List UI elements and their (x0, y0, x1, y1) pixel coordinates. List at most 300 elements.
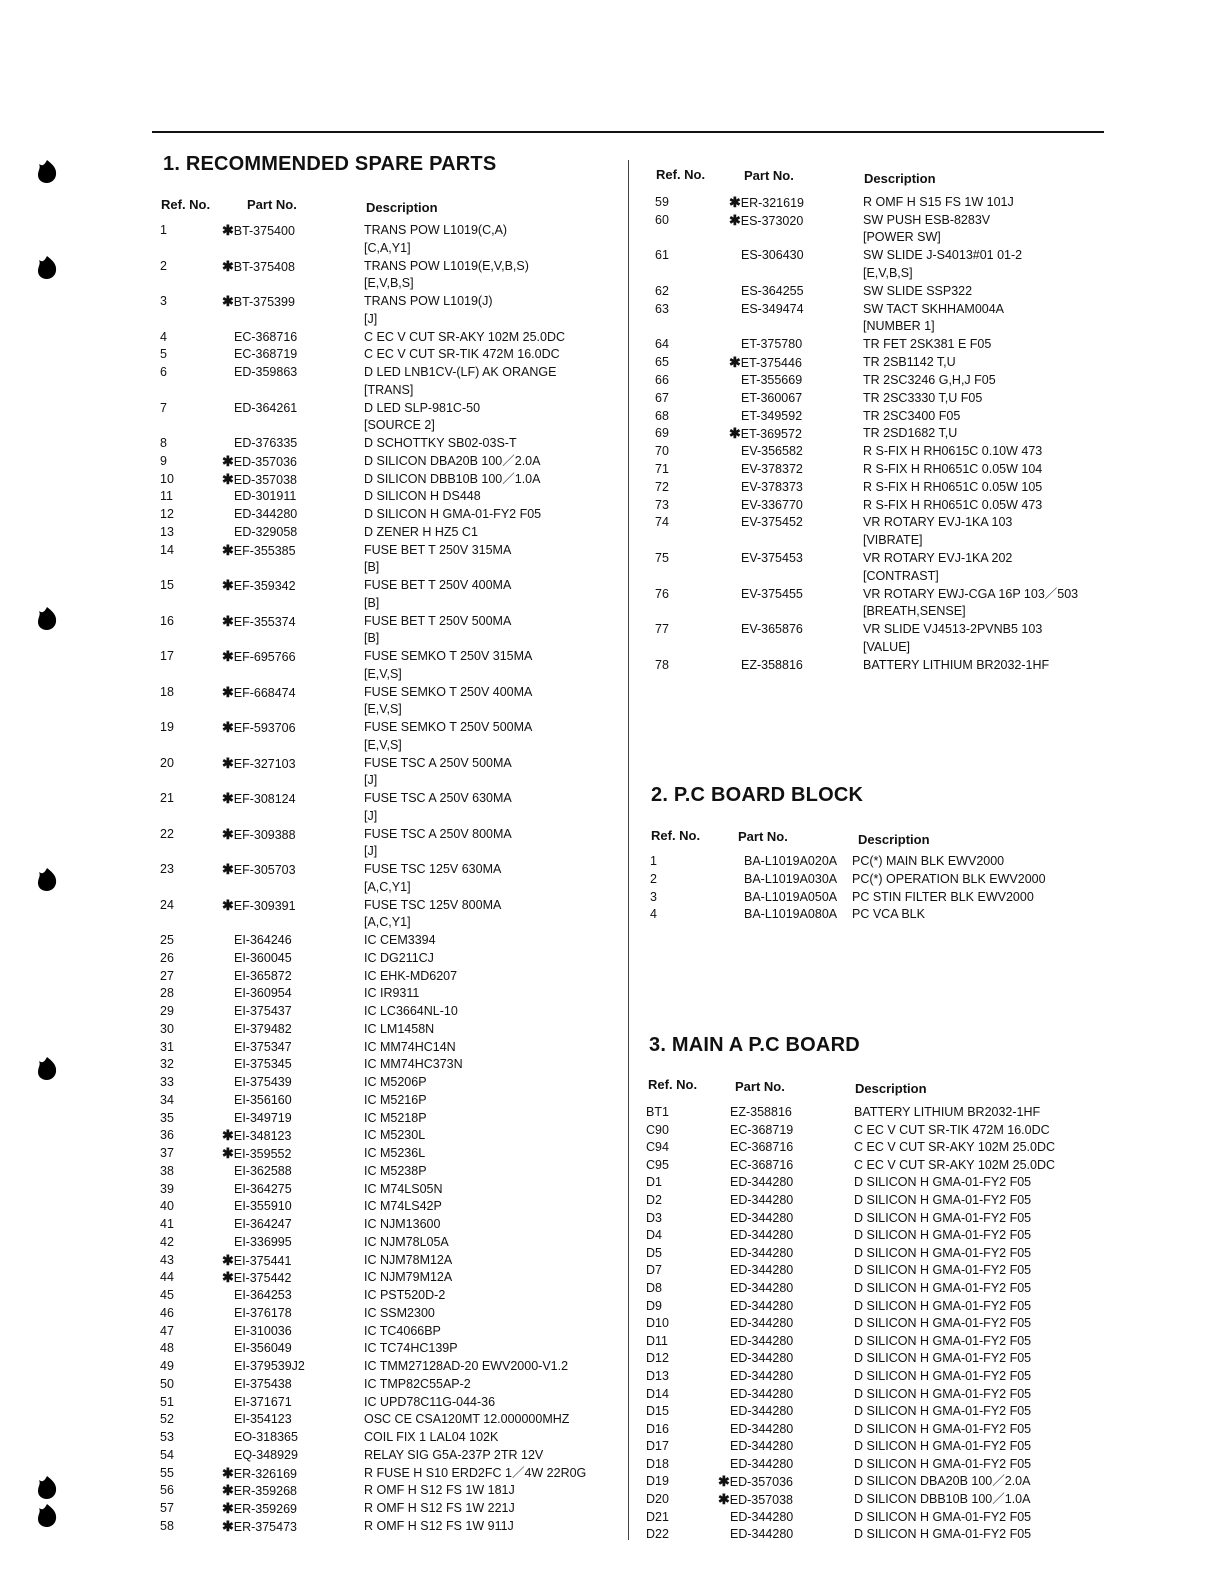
description (863, 354, 956, 372)
description (863, 212, 990, 247)
part-number-text: EV-356582 (741, 444, 803, 459)
description-text: D SILICON H GMA-01-FY2 F05 (854, 1333, 1032, 1348)
binder-hole-icon (36, 1055, 58, 1081)
ref-number: D16 (646, 1421, 669, 1436)
ref-number: 59 (655, 195, 669, 209)
description-text: IC EHK-MD6207 (364, 968, 458, 983)
part-number-text: EV-365876 (741, 622, 803, 637)
column-header-part: Part No. (247, 197, 297, 212)
part-number-text: EC-368719 (730, 1122, 794, 1137)
ref-number: 54 (160, 1447, 174, 1462)
part-number (729, 354, 802, 373)
parts-table-2 (650, 853, 1110, 924)
part-number-text: EV-375453 (741, 550, 803, 565)
description (854, 1526, 1031, 1544)
table-row (160, 542, 620, 578)
table-row (160, 1465, 620, 1483)
description (854, 1139, 1055, 1157)
description-text: IC M5236L (364, 1146, 426, 1160)
description (854, 1122, 1050, 1140)
ref-number: 21 (160, 791, 174, 805)
ref-number: 48 (160, 1341, 174, 1356)
description-text: D SILICON H GMA-01-FY2 F05 (854, 1175, 1032, 1190)
table-row (655, 550, 1115, 586)
description-text: FUSE SEMKO T 250V 400MA (364, 684, 533, 699)
description (854, 1104, 1040, 1122)
part-number (718, 1280, 793, 1298)
ref-number: 40 (160, 1199, 174, 1214)
ref-number: 70 (655, 444, 669, 459)
description-text: IC M5216P (364, 1092, 427, 1107)
ref-number: 15 (160, 578, 174, 592)
table-row (646, 1509, 1106, 1527)
description-text: D SILICON H GMA-01-FY2 F05 (854, 1404, 1032, 1419)
ref-number: D14 (646, 1386, 669, 1401)
description-text: R OMF H S12 FS 1W 911J (364, 1518, 514, 1533)
description (364, 542, 511, 577)
description-text: R OMF H S15 FS 1W 101J (863, 195, 1014, 209)
part-number-text: ED-344280 (730, 1509, 794, 1524)
ref-number: 19 (160, 720, 174, 734)
description (364, 471, 540, 489)
part-number (222, 1305, 292, 1323)
part-number-text: BT-375399 (233, 295, 295, 309)
part-number (729, 372, 802, 390)
description (364, 1376, 471, 1394)
description-text: D SILICON H GMA-01-FY2 F05 (854, 1192, 1032, 1207)
part-number-text: EI-364253 (234, 1288, 292, 1302)
ref-number: 55 (160, 1465, 174, 1480)
column-header-desc: Description (858, 832, 930, 847)
ref-number: 22 (160, 826, 174, 841)
description (364, 1092, 427, 1110)
part-number-text: ED-359863 (234, 365, 298, 379)
part-number (222, 897, 296, 916)
ref-number: 33 (160, 1075, 174, 1089)
part-number (222, 1358, 305, 1376)
ref-number: D3 (646, 1210, 662, 1225)
part-number-text: EI-310036 (234, 1323, 292, 1338)
table-row (160, 435, 620, 453)
table-row (160, 1021, 620, 1039)
binder-hole-icon (36, 1474, 58, 1500)
ref-number: 4 (160, 329, 167, 344)
part-number (222, 719, 296, 738)
part-number-text: ED-357036 (729, 1475, 793, 1490)
description-variant: [E,V,B,S] (364, 276, 414, 291)
table-row (160, 222, 620, 258)
ref-number: 68 (655, 408, 669, 423)
ref-number: 2 (160, 258, 167, 273)
part-number (222, 1198, 292, 1216)
part-number (222, 346, 297, 364)
part-number-text: EI-356160 (234, 1092, 292, 1107)
part-number (222, 1340, 292, 1358)
table-row (655, 283, 1115, 301)
ref-number: 38 (160, 1163, 174, 1178)
part-number (222, 1269, 291, 1288)
description (854, 1245, 1031, 1263)
part-number-text: EI-375441 (233, 1253, 292, 1268)
part-number-text: EZ-358816 (730, 1105, 792, 1119)
ref-number: D18 (646, 1456, 669, 1471)
description-variant: [SOURCE 2] (364, 418, 435, 433)
description (364, 1411, 569, 1429)
recommended-star-icon: ✱ (222, 790, 234, 806)
ref-number: 1 (160, 223, 167, 237)
ref-number: 32 (160, 1057, 174, 1072)
ref-number: 51 (160, 1394, 174, 1409)
ref-number: 42 (160, 1234, 174, 1249)
column-header-ref: Ref. No. (648, 1077, 698, 1092)
ref-number: D2 (646, 1192, 662, 1207)
table-row (160, 968, 620, 986)
part-number-text: EF-327103 (233, 756, 296, 771)
part-number-text: EI-375347 (234, 1039, 292, 1054)
description-variant: [J] (364, 773, 378, 788)
description-text: IC PST520D-2 (364, 1288, 446, 1302)
ref-number: 73 (655, 497, 669, 512)
table-row (655, 657, 1115, 675)
ref-number: 43 (160, 1252, 174, 1267)
binder-hole-icon (36, 1502, 58, 1528)
ref-number: 78 (655, 657, 669, 672)
recommended-star-icon: ✱ (718, 1491, 730, 1508)
description-text: IC SSM2300 (364, 1305, 435, 1320)
description (863, 586, 1078, 621)
part-number-text: ED-344280 (730, 1404, 794, 1419)
part-number (222, 950, 292, 968)
part-number (729, 586, 803, 604)
description (364, 577, 511, 612)
table-row (160, 1323, 620, 1341)
ref-number: 71 (655, 461, 669, 476)
description-text: FUSE TSC 125V 630MA (364, 862, 502, 876)
table-row (160, 684, 620, 720)
description-text: TR 2SD1682 T,U (863, 426, 958, 441)
table-row (655, 461, 1115, 479)
ref-number: 2 (650, 871, 657, 886)
description-text: C EC V CUT SR-TIK 472M 16.0DC (364, 347, 560, 362)
description-text: R S-FIX H RH0651C 0.05W 473 (863, 497, 1043, 512)
description-text: IC DG211CJ (364, 950, 434, 965)
table-row (160, 1518, 620, 1536)
part-number (222, 1518, 297, 1537)
part-number-text: ES-306430 (741, 248, 804, 263)
ref-number: 3 (160, 294, 167, 308)
description (863, 550, 1012, 585)
parts-table-1 (160, 222, 620, 1536)
description (364, 1198, 442, 1216)
description-text: IC IR9311 (364, 986, 420, 1001)
table-row (646, 1192, 1106, 1210)
description (863, 461, 1042, 479)
ref-number: D5 (646, 1245, 662, 1260)
table-row (646, 1104, 1106, 1122)
description (364, 1163, 427, 1181)
table-row (646, 1386, 1106, 1404)
description-text: D SILICON H GMA-01-FY2 F05 (854, 1316, 1032, 1331)
part-number-text: EV-336770 (741, 497, 803, 512)
description (863, 425, 957, 443)
part-number-text: BA-L1019A030A (744, 871, 838, 886)
part-number (222, 861, 296, 880)
part-number (222, 1021, 292, 1039)
table-row (655, 497, 1115, 515)
table-row (160, 400, 620, 436)
recommended-star-icon: ✱ (222, 452, 234, 469)
table-row (655, 514, 1115, 550)
description (854, 1157, 1055, 1175)
part-number-text: ES-349474 (741, 301, 804, 316)
part-number-text: EI-379539J2 (234, 1359, 305, 1373)
part-number-text: EI-379482 (234, 1021, 292, 1036)
description (364, 329, 565, 347)
description-text: PC(*) MAIN BLK EWV2000 (852, 854, 1005, 868)
description (852, 871, 1046, 889)
part-number-text: EI-336995 (234, 1234, 292, 1249)
description (364, 1039, 456, 1057)
description-variant: [J] (364, 808, 378, 823)
ref-number: 16 (160, 613, 174, 628)
section-title: 1. RECOMMENDED SPARE PARTS (163, 153, 497, 175)
part-number (222, 648, 296, 667)
description-text: FUSE SEMKO T 250V 315MA (364, 649, 533, 663)
description-text: TRANS POW L1019(E,V,B,S) (364, 258, 529, 273)
description-text: IC M74LS05N (364, 1181, 443, 1196)
description-text: FUSE BET T 250V 400MA (364, 578, 512, 592)
binder-hole-icon (36, 254, 58, 280)
part-number (222, 613, 296, 632)
table-row (646, 1174, 1106, 1192)
part-number-text: EV-375455 (741, 586, 803, 601)
description-text: D LED SLP-981C-50 (364, 400, 481, 415)
part-number (718, 1139, 793, 1157)
part-number (718, 1456, 793, 1474)
table-row (646, 1139, 1106, 1157)
part-number (718, 1104, 792, 1122)
part-number (222, 1447, 298, 1465)
description (364, 1127, 425, 1145)
part-number-text: EV-375452 (741, 515, 803, 530)
table-row (646, 1403, 1106, 1421)
table-row (655, 425, 1115, 443)
description (863, 301, 1004, 336)
description-variant: [B] (364, 631, 380, 646)
part-number (729, 247, 804, 265)
ref-number: 66 (655, 372, 669, 387)
description-text: PC VCA BLK (852, 907, 925, 922)
recommended-star-icon: ✱ (222, 257, 234, 274)
description (364, 897, 501, 932)
recommended-star-icon: ✱ (729, 354, 741, 371)
part-number-text: EI-356049 (234, 1341, 292, 1356)
part-number-text: ED-357036 (233, 454, 297, 469)
recommended-star-icon: ✱ (222, 1500, 234, 1516)
description (364, 1287, 445, 1305)
top-rule (152, 131, 1104, 133)
part-number-text: EI-360954 (234, 986, 292, 1001)
table-row (160, 506, 620, 524)
column-header-part: Part No. (738, 829, 788, 844)
table-row (160, 1092, 620, 1110)
ref-number: 44 (160, 1270, 174, 1285)
table-row (655, 194, 1115, 212)
part-number-text: ER-359269 (233, 1502, 297, 1516)
description (854, 1210, 1031, 1228)
description (852, 889, 1034, 907)
parts-table-1-continued (655, 194, 1115, 675)
recommended-star-icon: ✱ (729, 211, 741, 228)
ref-number: 7 (160, 400, 167, 415)
description (364, 1181, 443, 1199)
part-number (222, 1003, 292, 1021)
part-number (729, 514, 803, 532)
ref-number: BT1 (646, 1105, 669, 1119)
ref-number: 29 (160, 1004, 174, 1018)
description-text: D SILICON H GMA-01-FY2 F05 (854, 1263, 1032, 1278)
recommended-star-icon: ✱ (729, 425, 741, 442)
part-number-text: EF-355385 (233, 543, 296, 558)
part-number (729, 408, 802, 426)
part-number (729, 336, 802, 354)
description-variant: [E,V,S] (364, 666, 402, 681)
table-row (646, 1157, 1106, 1175)
table-row (160, 1376, 620, 1394)
description-variant: [B] (364, 560, 380, 575)
part-number (222, 790, 296, 809)
description (364, 719, 532, 754)
description (854, 1298, 1031, 1316)
ref-number: 28 (160, 986, 174, 1001)
description-text: FUSE TSC 125V 800MA (364, 897, 502, 912)
description-text: IC MM74HC373N (364, 1057, 463, 1072)
description (863, 621, 1042, 656)
description (364, 453, 540, 471)
description (854, 1192, 1031, 1210)
part-number (729, 461, 803, 479)
part-number-text: EI-348123 (233, 1129, 292, 1144)
part-number-text: ED-301911 (234, 489, 297, 504)
description-text: D SILICON H GMA-01-FY2 F05 (854, 1368, 1032, 1383)
part-number-text: ED-344280 (730, 1527, 794, 1542)
description-text: R S-FIX H RH0651C 0.05W 104 (863, 461, 1043, 476)
description (854, 1491, 1030, 1509)
table-row (160, 1411, 620, 1429)
description-text: BATTERY LITHIUM BR2032-1HF (863, 657, 1050, 672)
description (854, 1456, 1031, 1474)
ref-number: D21 (646, 1509, 669, 1524)
part-number (718, 1438, 793, 1456)
part-number-text: EI-375437 (234, 1004, 292, 1018)
description (364, 613, 511, 648)
part-number (222, 1500, 297, 1519)
table-row (655, 336, 1115, 354)
table-row (646, 1227, 1106, 1245)
part-number-text: ED-376335 (234, 436, 298, 450)
description-text: IC UPD78C11G-044-36 (364, 1394, 496, 1409)
ref-number: C90 (646, 1122, 669, 1137)
description-text: BATTERY LITHIUM BR2032-1HF (854, 1105, 1041, 1119)
recommended-star-icon: ✱ (222, 1269, 234, 1286)
table-row (160, 1500, 620, 1518)
part-number-text: EI-354123 (234, 1412, 292, 1427)
ref-number: 10 (160, 471, 174, 486)
ref-number: 13 (160, 524, 174, 539)
table-row (160, 329, 620, 347)
table-row (160, 1056, 620, 1074)
part-number-text: ES-364255 (741, 283, 804, 298)
description (854, 1262, 1031, 1280)
part-number (222, 329, 297, 347)
description (854, 1386, 1031, 1404)
description-text: TRANS POW L1019(J) (364, 294, 493, 308)
part-number (222, 293, 295, 312)
description-text: IC NJM79M12A (364, 1270, 453, 1285)
description (364, 1269, 452, 1287)
ref-number: 64 (655, 337, 669, 352)
description-text: PC STIN FILTER BLK EWV2000 (852, 889, 1034, 904)
part-number-text: ED-357038 (233, 472, 297, 487)
description-text: D LED LNB1CV-(LF) AK ORANGE (364, 365, 557, 379)
table-row (646, 1210, 1106, 1228)
description-text: IC TMP82C55AP-2 (364, 1376, 471, 1391)
part-number (222, 258, 295, 277)
ref-number: 62 (655, 283, 669, 298)
part-number-text: EF-359342 (233, 579, 296, 593)
description-text: IC LM1458N (364, 1021, 435, 1036)
ref-number: 50 (160, 1376, 174, 1391)
part-number (222, 364, 297, 382)
part-number-text: ET-349592 (741, 408, 803, 423)
description-variant: [TRANS] (364, 382, 414, 397)
ref-number: 53 (160, 1430, 174, 1444)
table-row (646, 1456, 1106, 1474)
part-number (222, 968, 292, 986)
table-row (160, 790, 620, 826)
part-number (729, 194, 804, 213)
recommended-star-icon: ✱ (222, 470, 234, 487)
part-number-text: BA-L1019A050A (744, 889, 838, 904)
ref-number: C94 (646, 1140, 669, 1155)
description (364, 1500, 515, 1518)
description (364, 1056, 463, 1074)
description (364, 1518, 514, 1536)
part-number (718, 1157, 793, 1175)
description (364, 1447, 543, 1465)
part-number (222, 1252, 291, 1271)
table-row (160, 1252, 620, 1270)
part-number-text: EI-375442 (233, 1271, 292, 1286)
description-text: COIL FIX 1 LAL04 102K (364, 1430, 499, 1444)
part-number-text: ED-344280 (730, 1386, 794, 1401)
part-number (718, 1509, 793, 1527)
description (364, 506, 541, 524)
recommended-star-icon: ✱ (222, 825, 234, 842)
binder-hole-icon (36, 605, 58, 631)
description (364, 346, 560, 364)
part-number (222, 684, 296, 703)
description (364, 222, 507, 257)
table-row (160, 861, 620, 897)
ref-number: 23 (160, 862, 174, 876)
part-number (718, 1262, 793, 1280)
part-number (718, 1245, 793, 1263)
description-text: D SILICON H GMA-01-FY2 F05 (854, 1527, 1032, 1542)
description-text: TR 2SC3246 G,H,J F05 (863, 372, 996, 387)
table-row (160, 471, 620, 489)
description (854, 1350, 1031, 1368)
